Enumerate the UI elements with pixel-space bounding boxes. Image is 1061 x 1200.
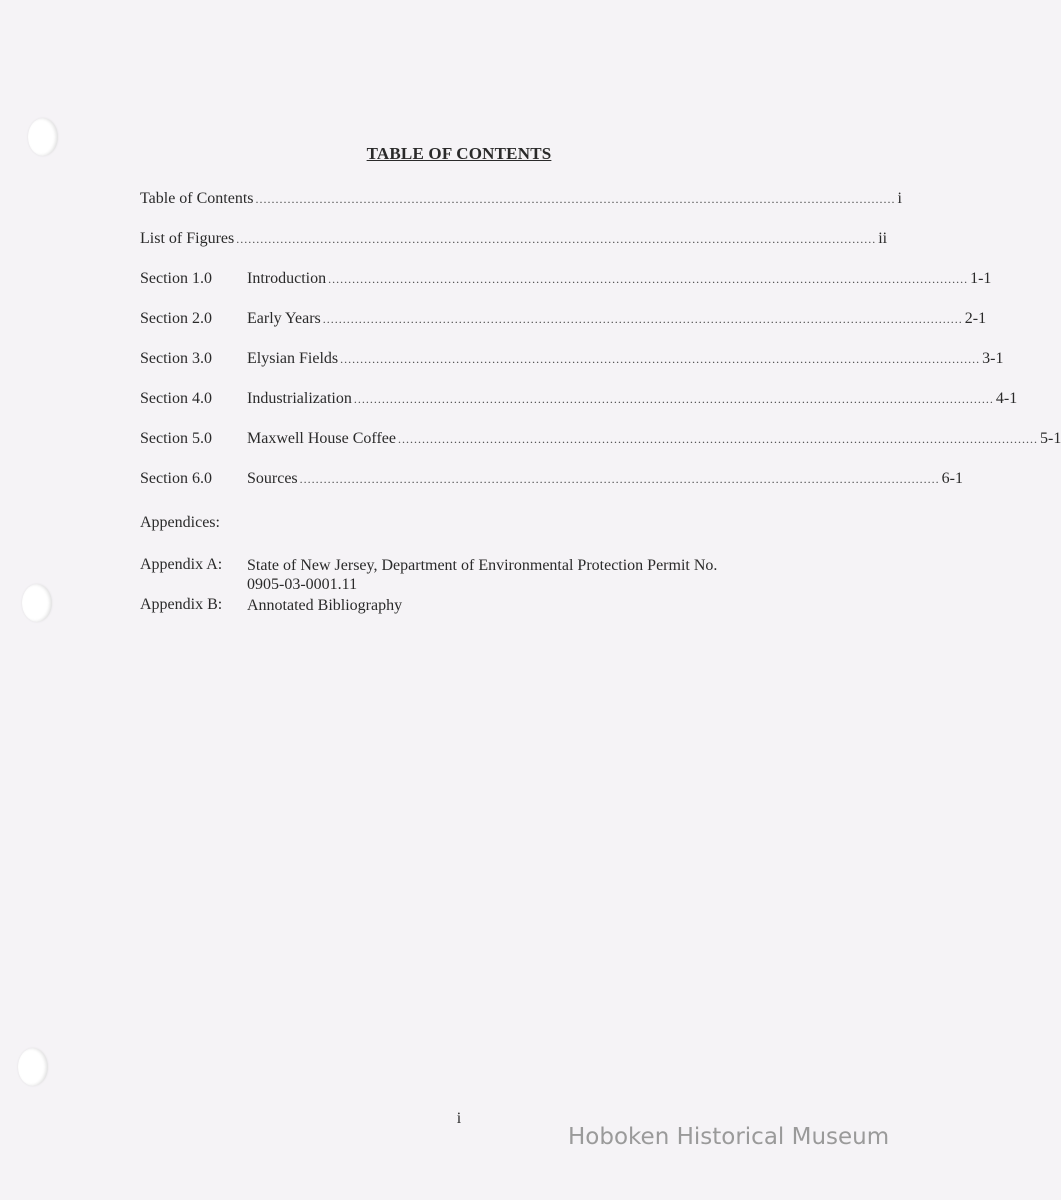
toc-entry <box>140 310 987 332</box>
toc-entry-name: Industrialization <box>247 390 352 407</box>
appendix-title-continued: 0905-03-0001.11 <box>247 576 358 593</box>
toc-entry-name: Early Years <box>247 310 321 327</box>
dot-leader: ................................................................................................................................................................ <box>328 272 969 286</box>
document-title: TABLE OF CONTENTS <box>366 144 552 163</box>
dot-leader: ................................................................................................................................................................ <box>353 392 994 406</box>
toc-entry-section: Section 2.0 <box>140 310 212 327</box>
appendix-entry <box>140 556 780 594</box>
toc-entry-page: 2-1 <box>964 310 987 327</box>
dot-leader: ................................................................................................................................................................ <box>322 312 963 326</box>
toc-entry-page: 6-1 <box>941 470 963 487</box>
watermark: Hoboken Historical Museum <box>568 1124 890 1150</box>
appendix-title: State of New Jersey, Department of Environmental Protection Permit No. <box>247 557 718 574</box>
toc-entry-section: Section 3.0 <box>140 350 212 367</box>
toc-entry <box>140 390 1018 412</box>
toc-entry-name: Elysian Fields <box>247 350 339 367</box>
page-number: i <box>456 1110 462 1127</box>
appendices-heading: Appendices: <box>140 514 220 531</box>
dot-leader: ................................................................................................................................................................ <box>299 472 940 486</box>
appendix-title: Annotated Bibliography <box>247 597 403 614</box>
toc-entry <box>140 470 963 492</box>
toc-entry-page: i <box>897 190 902 207</box>
toc-entry-section: Section 1.0 <box>140 270 212 287</box>
appendix-entry <box>140 596 780 615</box>
toc-entry-page: 5-1 <box>1040 430 1061 447</box>
punch-hole <box>18 1048 48 1086</box>
toc-entry-section: Section 4.0 <box>140 390 212 407</box>
toc-entry-name: Sources <box>247 470 298 487</box>
toc-entry-page: 1-1 <box>970 270 992 287</box>
toc-entry-section: Section 5.0 <box>140 430 212 447</box>
dot-leader: ................................................................................................................................................................ <box>255 192 896 206</box>
appendix-label: Appendix B: <box>140 596 223 613</box>
toc-entry <box>140 350 1004 372</box>
toc-entry-name: Table of Contents <box>140 190 254 207</box>
toc-entry <box>140 430 1061 452</box>
toc-entry <box>140 230 888 252</box>
toc-entry <box>140 270 992 292</box>
appendix-label: Appendix A: <box>140 556 223 573</box>
dot-leader: ................................................................................................................................................................ <box>236 232 877 246</box>
toc-entry-section: Section 6.0 <box>140 470 212 487</box>
dot-leader: ................................................................................................................................................................ <box>340 352 981 366</box>
toc-entry <box>140 190 902 212</box>
toc-entry-page: 3-1 <box>982 350 1004 367</box>
toc-entry-page: ii <box>878 230 888 247</box>
dot-leader: ................................................................................................................................................................ <box>398 432 1038 446</box>
toc-entry-name: Introduction <box>247 270 327 287</box>
toc-entry-name: Maxwell House Coffee <box>247 430 396 447</box>
punch-hole <box>22 584 52 622</box>
toc-entry-name: List of Figures <box>140 230 235 247</box>
toc-entry-page: 4-1 <box>995 390 1018 407</box>
